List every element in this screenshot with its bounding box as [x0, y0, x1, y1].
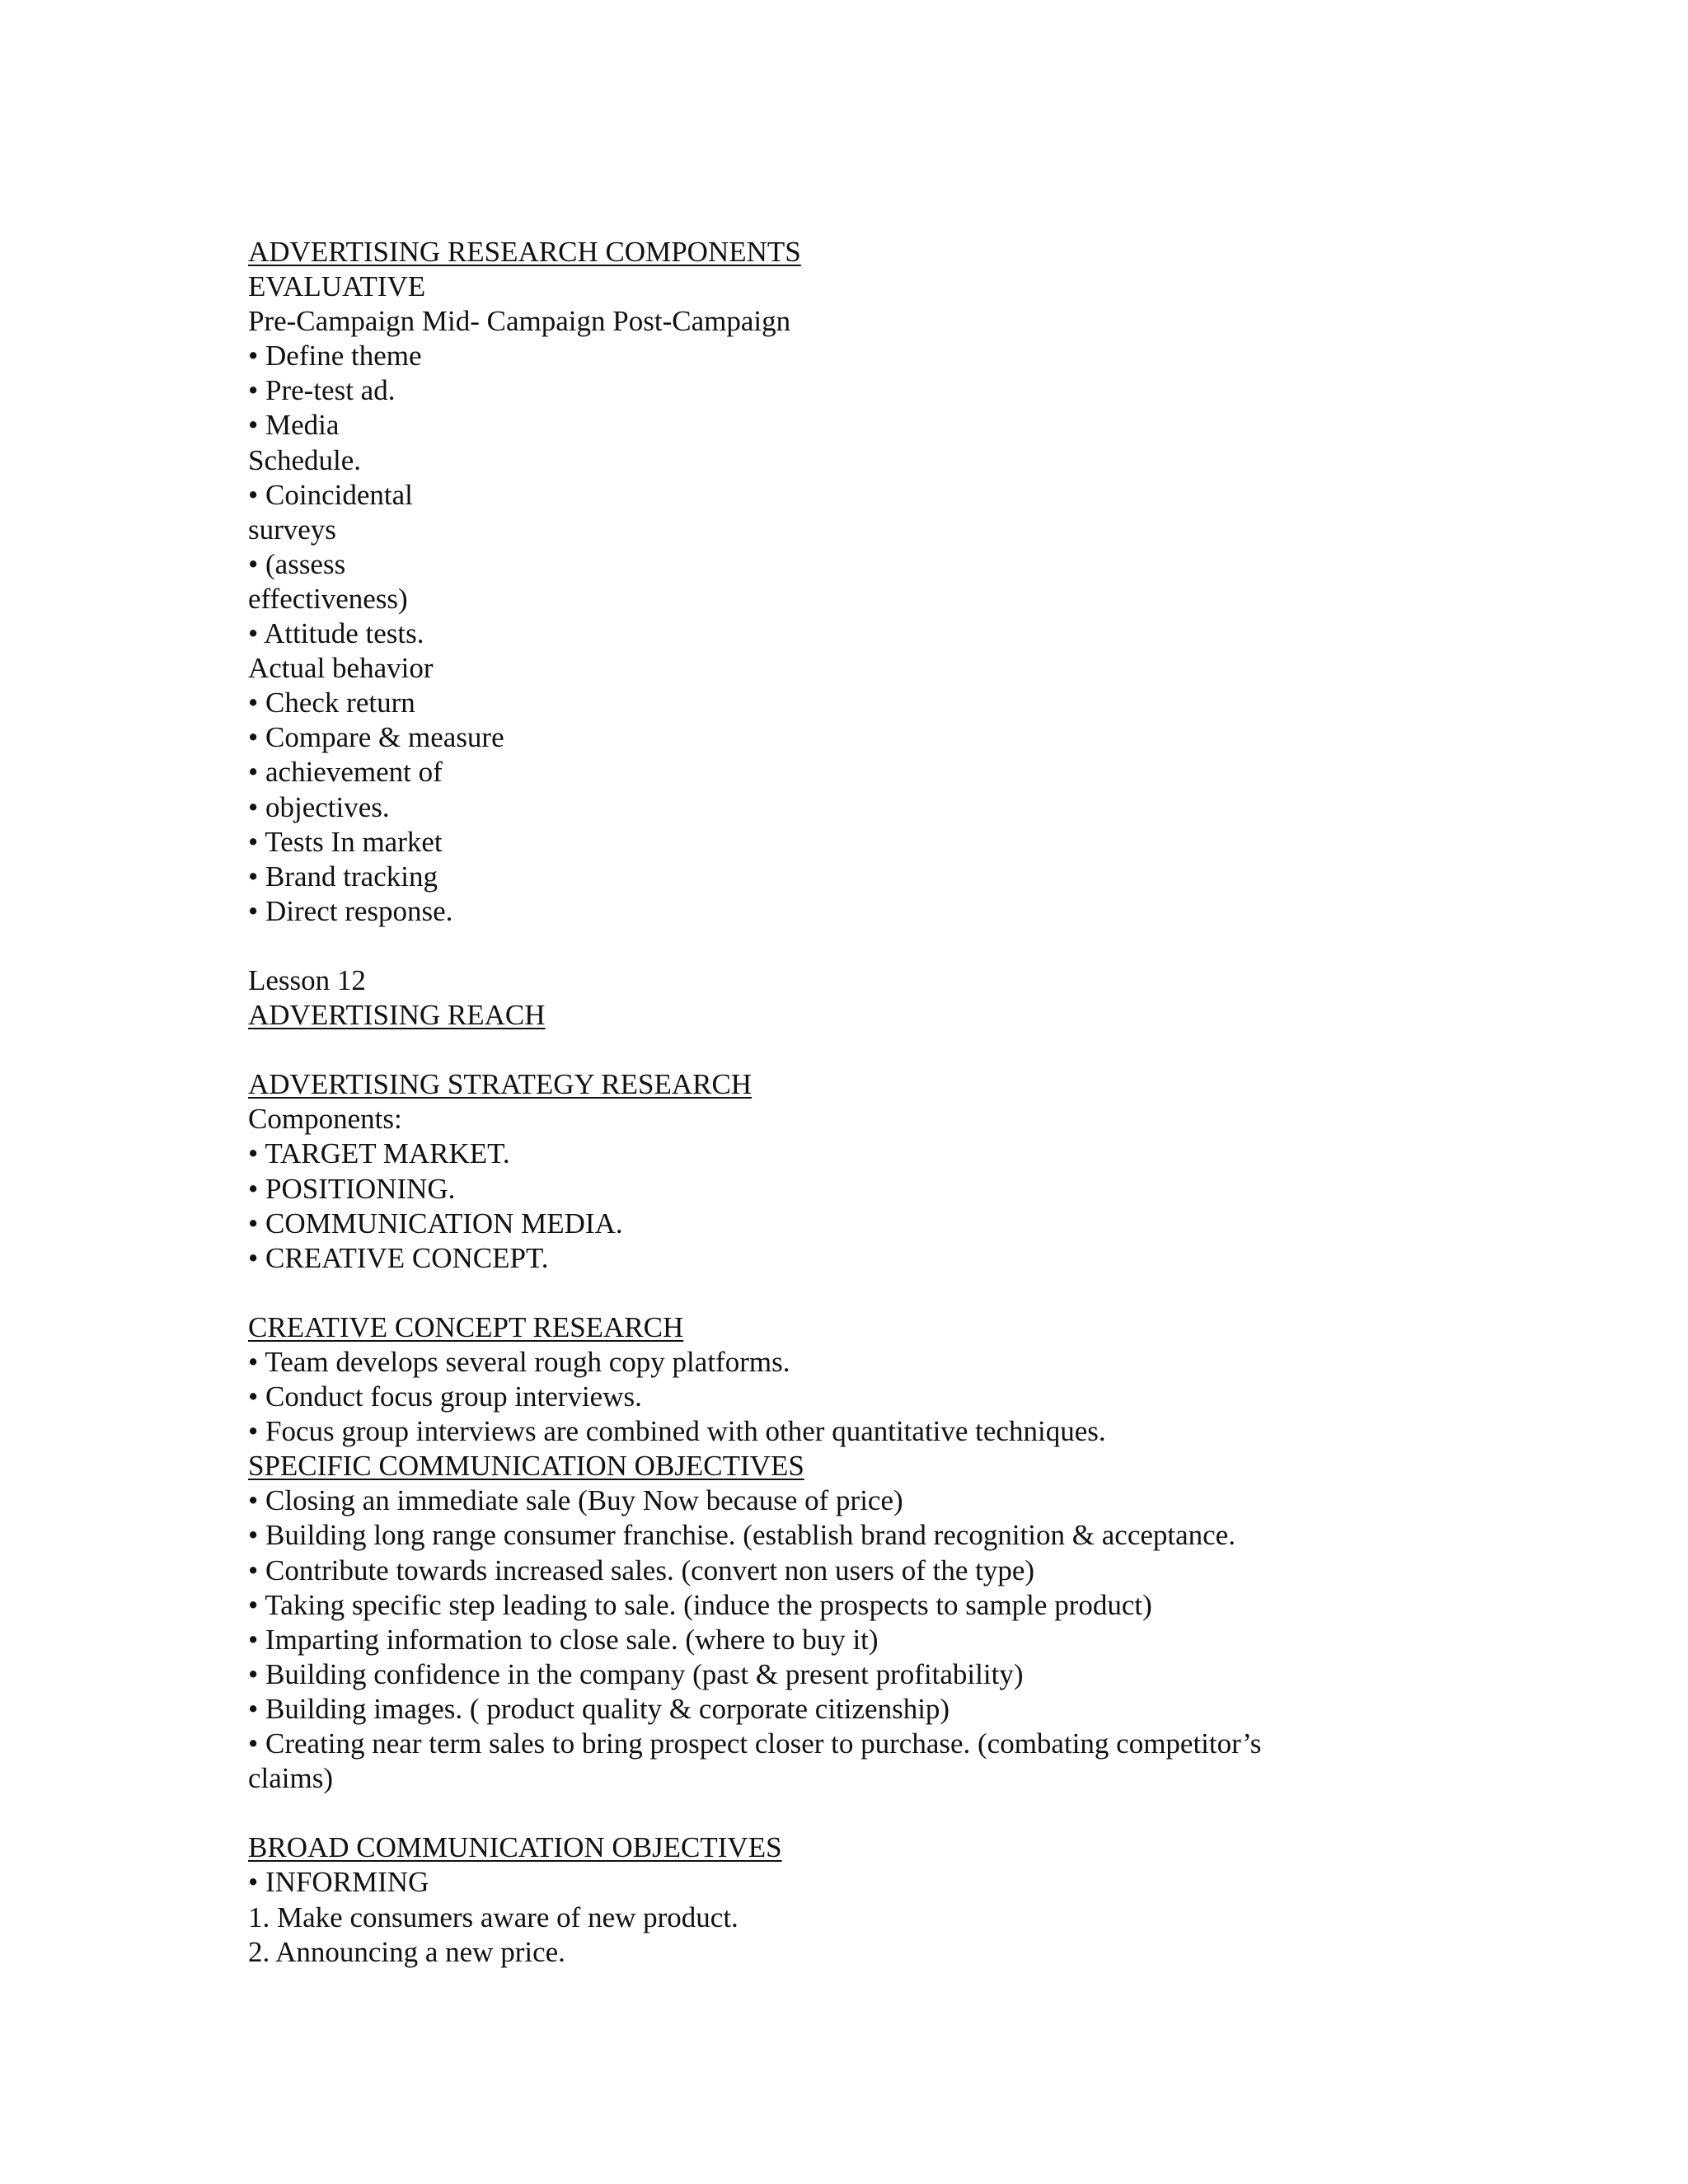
bullet-item: • objectives.: [248, 790, 390, 823]
bullet-item: • Building confidence in the company (past & present profitability): [248, 1657, 1024, 1690]
bullet-item: • achievement of: [248, 756, 443, 789]
bullet-item: • TARGET MARKET.: [248, 1137, 510, 1170]
bullet-item: • Compare & measure: [248, 721, 504, 754]
bullet-item: • Media: [248, 409, 340, 442]
bullet-item: • Team develops several rough copy platforms.: [248, 1346, 790, 1378]
numbered-item: 1. Make consumers aware of new product.: [248, 1900, 738, 1933]
blank-line: [248, 1796, 1484, 1830]
bullet-item: • Imparting information to close sale. (where to buy it): [248, 1623, 879, 1656]
bullet-item: • Pre-test ad.: [248, 374, 396, 407]
text-line: Components:: [248, 1103, 402, 1136]
bullet-item: • Coincidental: [248, 478, 413, 511]
bullet-item: • COMMUNICATION MEDIA.: [248, 1207, 623, 1240]
numbered-item: 2. Announcing a new price.: [248, 1935, 565, 1968]
blank-line: [248, 1033, 1484, 1067]
bullet-item: • Attitude tests.: [248, 617, 424, 650]
heading-advertising-research-components: ADVERTISING RESEARCH COMPONENTS: [248, 236, 801, 268]
bullet-item: • Building long range consumer franchise. (establish brand recognition & acceptance.: [248, 1519, 1236, 1552]
heading-broad-communication-objectives: BROAD COMMUNICATION OBJECTIVES: [248, 1831, 782, 1864]
heading-specific-communication-objectives: SPECIFIC COMMUNICATION OBJECTIVES: [248, 1450, 804, 1483]
bullet-item: • Closing an immediate sale (Buy Now because of price): [248, 1484, 903, 1517]
blank-line: [248, 929, 1484, 963]
bullet-item: • Focus group interviews are combined with other quantitative techniques.: [248, 1415, 1106, 1448]
text-line: Pre-Campaign Mid- Campaign Post-Campaign: [248, 305, 791, 338]
bullet-item: • INFORMING: [248, 1866, 429, 1899]
document-body: [248, 235, 1484, 1970]
bullet-item: • Conduct focus group interviews.: [248, 1380, 642, 1413]
bullet-item: • Brand tracking: [248, 860, 438, 893]
text-line: Actual behavior: [248, 652, 434, 685]
bullet-item: • Direct response.: [248, 894, 453, 927]
bullet-item: • POSITIONING.: [248, 1172, 456, 1205]
heading-creative-concept-research: CREATIVE CONCEPT RESEARCH: [248, 1310, 684, 1343]
bullet-item: • Define theme: [248, 340, 422, 373]
text-line: EVALUATIVE: [248, 270, 426, 303]
heading-advertising-reach: ADVERTISING REACH: [248, 999, 546, 1032]
bullet-item: • Building images. ( product quality & corporate citizenship): [248, 1692, 950, 1725]
bullet-item: • Contribute towards increased sales. (convert non users of the type): [248, 1554, 1035, 1586]
blank-line: [248, 1276, 1484, 1310]
text-line: effectiveness): [248, 582, 408, 615]
bullet-item: • Taking specific step leading to sale. (induce the prospects to sample product): [248, 1588, 1152, 1621]
text-line: claims): [248, 1762, 334, 1795]
text-line: surveys: [248, 513, 336, 546]
bullet-item: • Tests In market: [248, 825, 443, 858]
bullet-item: • CREATIVE CONCEPT.: [248, 1241, 549, 1274]
bullet-item: • Creating near term sales to bring prospect closer to purchase. (combating competitor’s: [248, 1727, 1262, 1760]
lesson-label: Lesson 12: [248, 963, 366, 996]
text-line: Schedule.: [248, 443, 362, 476]
bullet-item: • Check return: [248, 687, 415, 719]
bullet-item: • (assess: [248, 547, 346, 580]
heading-advertising-strategy-research: ADVERTISING STRATEGY RESEARCH: [248, 1068, 753, 1101]
